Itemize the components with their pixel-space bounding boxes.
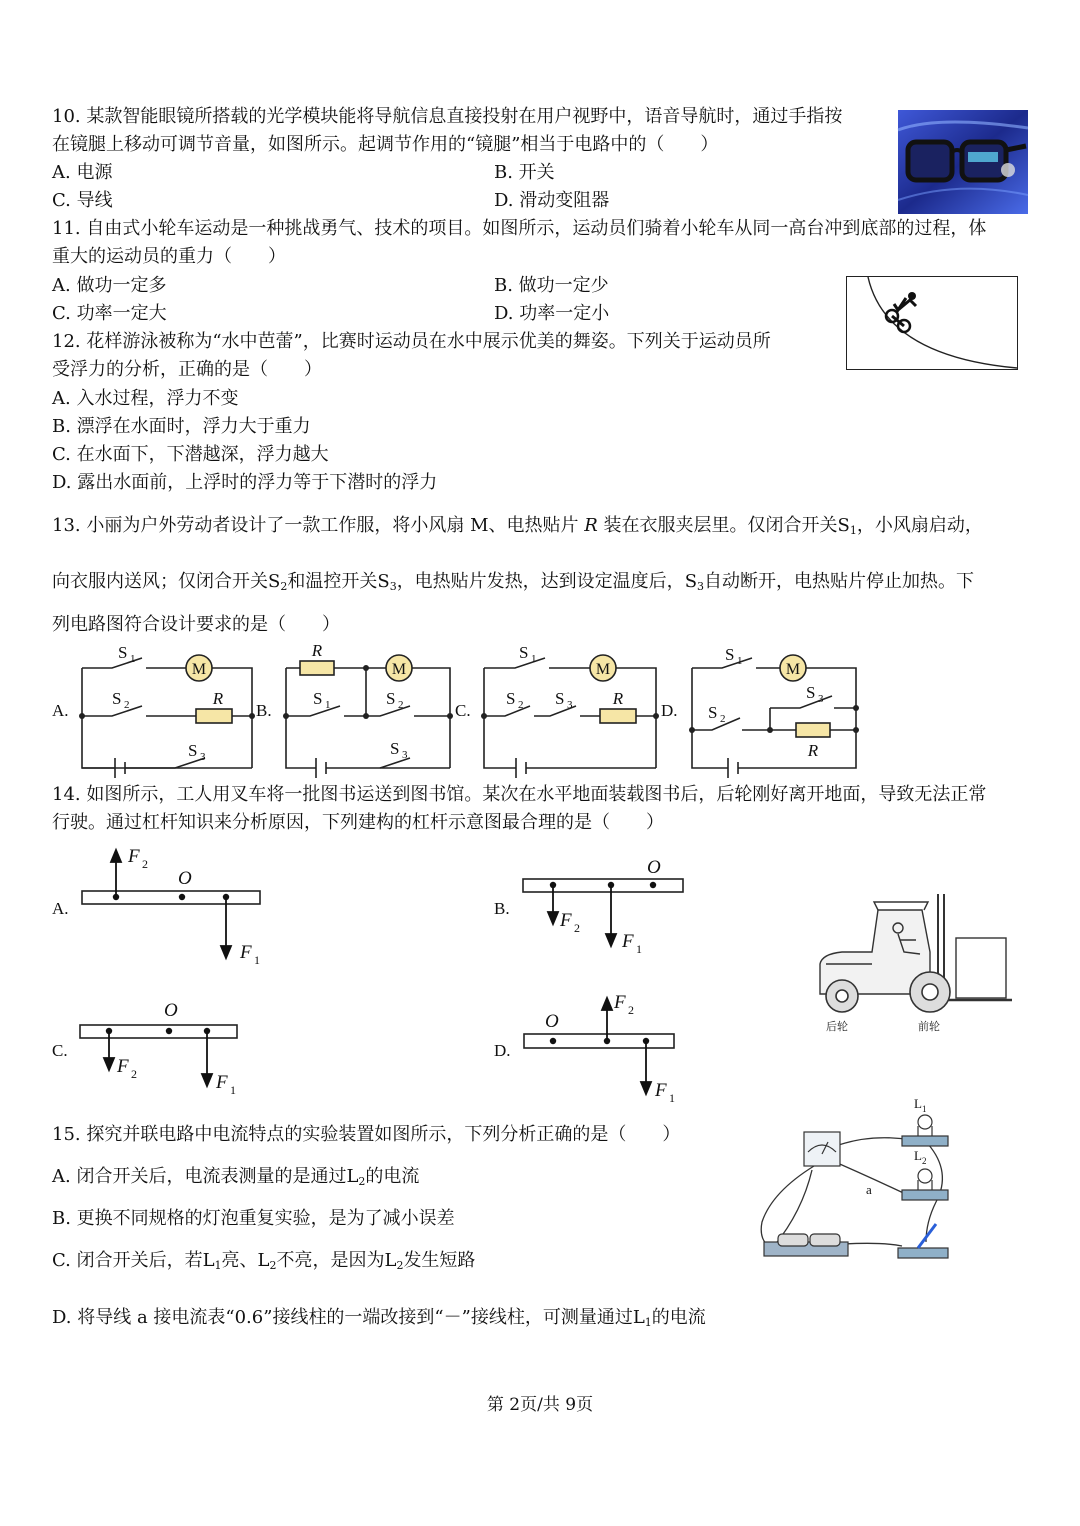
q13-stem-line3: 列电路图符合设计要求的是（ ） [52, 614, 340, 635]
page-footer: 第 2页/共 9页 [486, 1395, 594, 1415]
q10-option-c: C. 导线 [52, 190, 113, 211]
q14-lever-options [0, 840, 700, 1110]
svg-text:2: 2 [574, 921, 580, 935]
fan-label: M [191, 661, 207, 678]
q14-option-d: D. [494, 1041, 511, 1060]
svg-text:1: 1 [130, 653, 136, 665]
svg-text:S: S [313, 689, 323, 708]
q14-option-c: C. [52, 1041, 68, 1060]
q13-stem-line2: 向衣服内送风；仅闭合开关$S_2$和温控开关$S_3$，电热贴片发热，达到设定温度后，$S_3$自动断开，电热贴片停止加热。下 [52, 571, 975, 593]
svg-text:R: R [807, 741, 819, 760]
svg-text:a: a [866, 1182, 872, 1197]
svg-text:1: 1 [669, 1091, 675, 1105]
q11-option-b: B. 做功一定少 [494, 275, 609, 296]
svg-text:S: S [390, 739, 400, 758]
svg-text:2: 2 [124, 699, 130, 711]
svg-text:3: 3 [200, 751, 206, 763]
svg-text:S: S [725, 645, 735, 664]
svg-text:2: 2 [720, 713, 726, 725]
q15-stem: 15. 探究并联电路中电流特点的实验装置如图所示，下列分析正确的是（ ） [52, 1124, 681, 1145]
svg-text:3: 3 [402, 749, 408, 761]
forklift-figure [812, 882, 1020, 1034]
svg-text:1: 1 [325, 699, 331, 711]
svg-text:后轮: 后轮 [826, 1021, 848, 1033]
svg-text:O: O [178, 868, 192, 889]
q12-stem-line2: 受浮力的分析，正确的是（ ） [52, 359, 322, 380]
q10-option-a: A. 电源 [52, 162, 113, 183]
svg-text:F: F [560, 910, 572, 931]
q15-option-c: C. 闭合开关后，若$L_1$亮、$L_2$不亮，是因为$L_2$发生短路 [52, 1250, 476, 1272]
q10-option-b: B. 开关 [494, 162, 555, 183]
svg-text:2: 2 [628, 1003, 634, 1017]
svg-text:F: F [117, 1056, 129, 1077]
svg-text:S: S [519, 643, 529, 662]
svg-text:S: S [386, 689, 396, 708]
svg-text:R: R [612, 689, 624, 708]
svg-text:S: S [188, 741, 198, 760]
q10-stem-line1: 10. 某款智能眼镜所搭载的光学模块能将导航信息直接投射在用户视野中，语音导航时，通过手指按 [52, 106, 843, 127]
svg-text:L: L [914, 1148, 922, 1163]
svg-text:S: S [806, 683, 816, 702]
svg-text:2: 2 [398, 699, 404, 711]
q13-circuit-options [0, 638, 880, 778]
q15-option-a: A. 闭合开关后，电流表测量的是通过$L_2$的电流 [52, 1166, 420, 1188]
svg-text:R: R [212, 689, 224, 708]
svg-text:M: M [391, 661, 407, 678]
q14-stem-line1: 14. 如图所示，工人用叉车将一批图书运送到图书馆。某次在水平地面装载图书后，后轮刚好离开地面，导致无法正常 [52, 784, 987, 805]
svg-text:F: F [240, 942, 252, 963]
bmx-ramp-figure [846, 276, 1018, 370]
svg-text:1: 1 [531, 653, 537, 665]
q11-option-a: A. 做功一定多 [52, 275, 167, 296]
q11-stem-line1: 11. 自由式小轮车运动是一种挑战勇气、技术的项目。如图所示，运动员们骑着小轮车从同一高台冲到底部的过程，体 [52, 218, 987, 239]
q11-option-d: D. 功率一定小 [494, 303, 610, 324]
q13-option-b: B. [256, 701, 272, 720]
svg-text:M: M [785, 661, 801, 678]
q12-stem-line1: 12. 花样游泳被称为“水中芭蕾”，比赛时运动员在水中展示优美的舞姿。下列关于运动员所 [52, 331, 771, 352]
svg-text:2: 2 [142, 857, 148, 871]
svg-text:O: O [164, 1000, 178, 1021]
q12-option-c: C. 在水面下，下潜越深，浮力越大 [52, 444, 329, 465]
svg-text:S: S [112, 689, 122, 708]
svg-text:2: 2 [131, 1067, 137, 1081]
svg-text:1: 1 [922, 1104, 927, 1114]
svg-text:F: F [622, 931, 634, 952]
q10-option-d: D. 滑动变阻器 [494, 190, 610, 211]
svg-text:2: 2 [518, 699, 524, 711]
svg-text:1: 1 [737, 655, 743, 667]
q15-option-b: B. 更换不同规格的灯泡重复实验，是为了减小误差 [52, 1208, 455, 1229]
q14-option-a: A. [52, 899, 69, 918]
svg-text:3: 3 [818, 693, 824, 705]
svg-text:S: S [555, 689, 565, 708]
q15-option-d: D. 将导线 a 接电流表“0.6”接线柱的一端改接到“－”接线柱，可测量通过$L_1$的电流 [52, 1307, 706, 1329]
q13-option-a: A. [52, 701, 69, 720]
smart-glasses-photo [898, 110, 1028, 214]
q12-option-b: B. 漂浮在水面时，浮力大于重力 [52, 416, 311, 437]
svg-text:1: 1 [636, 942, 642, 956]
q13-stem-line1: 13. 小丽为户外劳动者设计了一款工作服，将小风扇 M、电热贴片 R 装在衣服夹层里。仅闭合开关$S_1$，小风扇启动， [52, 515, 983, 537]
svg-text:M: M [595, 661, 611, 678]
q10-stem-line2: 在镜腿上移动可调节音量，如图所示。起调节作用的“镜腿”相当于电路中的（ ） [52, 134, 719, 155]
svg-text:S: S [118, 643, 128, 662]
svg-text:F: F [128, 846, 140, 867]
q12-option-d: D. 露出水面前，上浮时的浮力等于下潜时的浮力 [52, 472, 438, 493]
svg-text:前轮: 前轮 [918, 1021, 940, 1033]
q11-stem-line2: 重大的运动员的重力（ ） [52, 246, 286, 267]
q14-stem-line2: 行驶。通过杠杆知识来分析原因，下列建构的杠杆示意图最合理的是（ ） [52, 812, 664, 833]
q11-option-c: C. 功率一定大 [52, 303, 167, 324]
svg-text:1: 1 [254, 953, 260, 967]
svg-text:1: 1 [230, 1083, 236, 1097]
svg-text:F: F [655, 1080, 667, 1101]
svg-text:S: S [708, 703, 718, 722]
q12-option-a: A. 入水过程，浮力不变 [52, 388, 239, 409]
svg-text:F: F [216, 1072, 228, 1093]
svg-text:R: R [311, 641, 323, 660]
svg-text:3: 3 [567, 699, 573, 711]
svg-text:F: F [614, 992, 626, 1013]
parallel-circuit-apparatus [752, 1092, 958, 1270]
svg-text:S: S [506, 689, 516, 708]
svg-text:O: O [545, 1011, 559, 1032]
svg-text:O: O [647, 857, 661, 878]
svg-text:2: 2 [922, 1156, 927, 1166]
q14-option-b: B. [494, 899, 510, 918]
q13-option-d: D. [661, 701, 678, 720]
q13-option-c: C. [455, 701, 471, 720]
svg-text:L: L [914, 1096, 922, 1111]
